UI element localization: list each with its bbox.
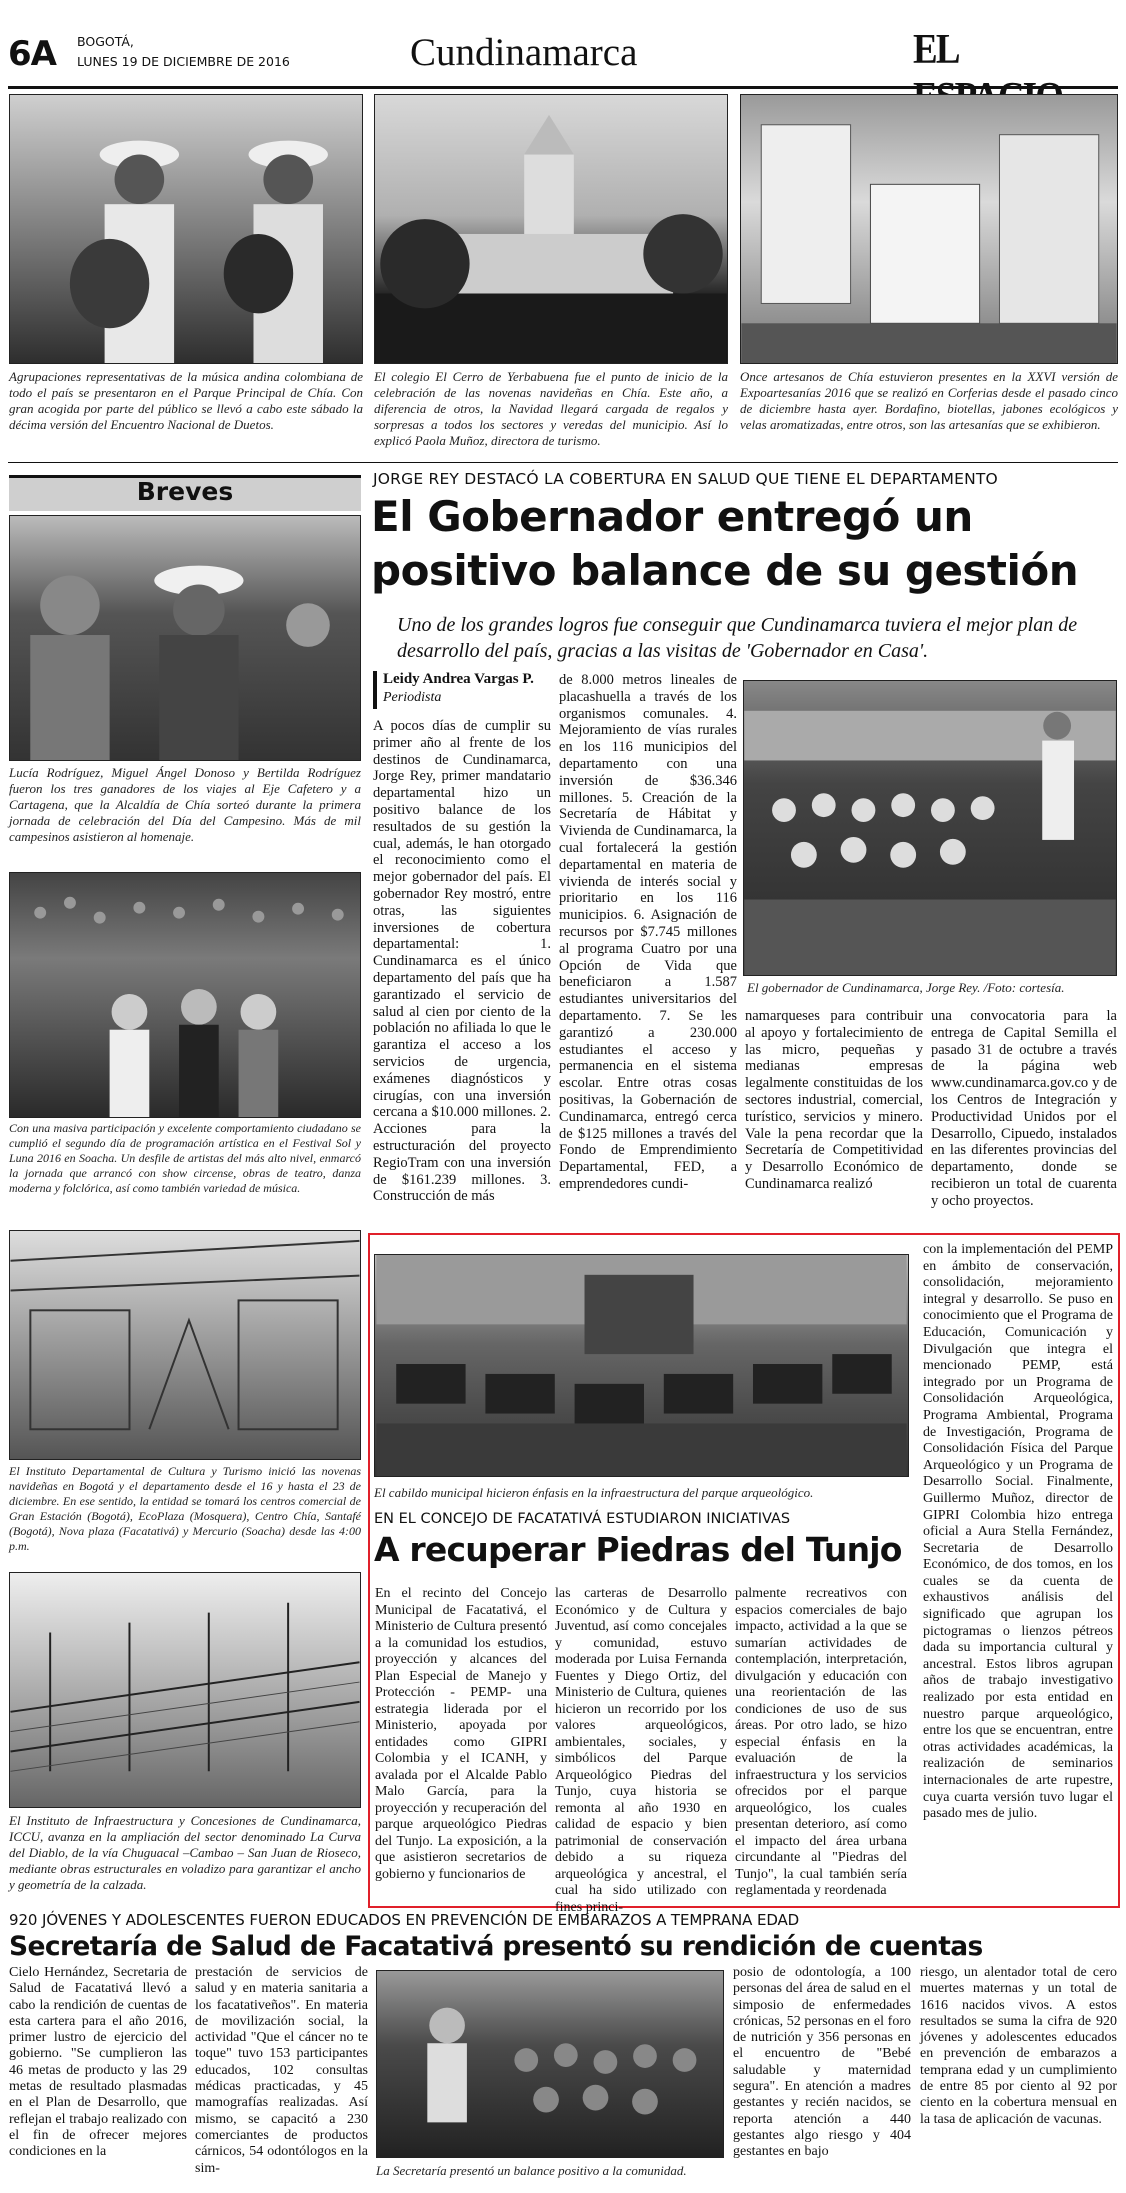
- page-number: 6A: [8, 34, 56, 74]
- byline-role: Periodista: [383, 690, 442, 705]
- breves-title: Breves: [136, 477, 234, 506]
- breves-farmers-photo: [9, 515, 361, 761]
- main-col-3: namarqueses para contribuir al apoyo y fortalecimiento de las micro, pequeñas y medianas empresas legalmente constituidas de los sectores industrial, comercial, turístico, servicios y minero. Vale la pena recordar que la Secretaría de Competitividad y Desarrollo Económico de Cundinamarca realizó: [745, 1008, 923, 1192]
- bottom-col-2: prestación de servicios de salud y en materia sanitaria a los facatativeños". En materia de movilización social, la actividad "Que el cáncer no te toque" tuvo 153 participantes educados, 102 consultas médicas practicadas, y 45 mamografías realizadas. Así mismo, se capacitó a 230 comerciantes de productos cárnicos, 54 odontólogos en la sim-: [195, 1965, 368, 2176]
- main-col-1: A pocos días de cumplir su primer año al frente de los destinos de Cundinamarca, Jorge Rey, primer mandatario departamental hizo un positivo balance de los resultados de su gestión la cual, además, le han otorgado el reconocimiento como el mejor gobernador del país. El gobernador Rey mostró, entre otras, las siguientes inversiones de cobertura departamental: 1. Cundinamarca es el único departamento del país que ha garantizado el servicio de salud al cien por ciento de la población no afiliada lo que le garantiza el acceso a los servicios de urgencia, exámenes diagnósticos y cirugías, con una inversión cercana a $10.000 millones. 2. Acciones para la estructuración del proyecto RegioTram con una inversión de $161.239 millones. 3. Construcción de más: [373, 718, 551, 1205]
- breves-festival-photo: [9, 872, 361, 1118]
- breves-road-photo: [9, 1572, 361, 1808]
- tunjo-kicker: EN EL CONCEJO DE FACATATIVÁ ESTUDIARON INICIATIVAS: [374, 1511, 791, 1527]
- tunjo-col-1: En el recinto del Concejo Municipal de Facatativá, el Ministerio de Cultura presentó a la comunidad los estudios, proyección y alcances del Plan Especial de Manejo y Protección - PEMP- una estrategia liderada por el Ministerio, apoyada por entidades como GIPRI Colombia y el ICANH, y avalada por el Alcalde Pablo Malo García, para la proyección y recuperación del parque arqueológico Piedras del Tunjo. La exposición, a la que asistieron secretarios de gobierno y funcionarios de: [375, 1586, 547, 1882]
- main-headline-line2: positivo balance de su gestión: [371, 546, 1079, 595]
- musicians-caption: Agrupaciones representativas de la música andina colombiana de todo el país se presentaron en el Parque Principal de Chía. Con gran acogida por parte del público se llevó a cabo este sábado la décima versión del Encuentro Nacional de Duetos.: [9, 369, 363, 432]
- byline-bar: [373, 671, 377, 709]
- main-deck: Uno de los grandes logros fue conseguir que Cundinamarca tuviera el mejor plan de desarrollo del país, gracias a las visitas de 'Gobernador en Casa'.: [397, 614, 1078, 662]
- byline-name: Leidy Andrea Vargas P.: [383, 671, 534, 687]
- church-photo: [374, 94, 728, 364]
- section-title: Cundinamarca: [410, 31, 638, 74]
- bottom-col-3: posio de odontología, a 100 personas del área de salud en el simposio de enfermedades crónicas, 52 personas en el foro de nutrición y 356 personas en el encuentro de "Bebé saludable y maternidad segura". En atención a madres gestantes y recién nacidos, se reporta atención a 440 gestantes algo riesgo y 404 gestantes en bajo: [733, 1965, 911, 2160]
- paper-logo: EL: [913, 27, 957, 73]
- breves-mall-photo: [9, 1230, 361, 1460]
- council-photo-caption: El cabildo municipal hicieron énfasis en la infraestructura del parque arqueológico.: [374, 1485, 814, 1500]
- main-col-2: de 8.000 metros lineales de placashuella a través de los organismos comunales. 4. Mejoramiento de vías rurales en los 116 municipios del departamento con una inversión de $36.346 millones. 5. Creación de la Secretaría de Hábitat y Vivienda de Cundinamarca, la cual fortalecerá la gestión departamental en materia de vivienda de interés social y prioritario en los 116 municipios. 6. Asignación de recursos por $7.745 millones al programa Cuatro por una Opción de Vida que beneficiaron a 1.587 estudiantes universitarios del departamento. 7. Se les garantizó a 230.000 estudiantes el acceso y permanencia en el sistema escolar. Entre otras cosas positivas, la Gobernación de Cundinamarca, entregó cerca de $125 millones a través del Fondo de Emprendimiento Departamental, FED, a emprendedores cundi-: [559, 672, 737, 1192]
- musicians-photo: [9, 94, 363, 364]
- health-photo: [376, 1970, 724, 2158]
- main-kicker: JORGE REY DESTACÓ LA COBERTURA EN SALUD QUE TIENE EL DEPARTAMENTO: [373, 470, 998, 488]
- tunjo-col-3: palmente recreativos con espacios comerciales de bajo impacto, actividad a la que se sumarían actividades de contemplación, interpretación, divulgación y educación con una reorientación de las condiciones de uso de sus áreas. Por otro lado, se hizo especial énfasis en la evaluación de la infraestructura y los servicios ofrecidos por el parque arqueológico, los cuales presentan deterioro, así como el impacto del área urbana circundante al "Piedras del Tunjo", la cual también sería reglamentada y reordenada: [735, 1586, 907, 1898]
- breves-mall-caption: El Instituto Departamental de Cultura y Turismo inició las novenas navideñas en Bogotá y el departamento desde el 16 y hasta el 23 de diciembre. En ese sentido, la entidad se tomará los centros comercial de Gran Estación (Bogotá), EcoPlaza (Mosquera), Centro Chía, Santafé (Bogotá), Nova plaza (Facatativá) y Mercurio (Soacha) desde las 4:00 p.m.: [9, 1464, 361, 1553]
- tunjo-col-2: las carteras de Desarrollo Económico y de Cultura y Juventud, así como concejales y comunidad, estuvo moderada por Luisa Fernanda Fuentes y Diego Ortiz, del Ministerio de Cultura, quienes hicieron un recorrido por los valores arqueológicos, ambientales, sociales, y simbólicos del Parque Arqueológico Piedras del Tunjo, cuya historia se remonta al año 1930 en calidad de espacio y bien patrimonial de conservación debido a su riqueza arqueológica y ancestral, el cual ha sido utilizado con fines princi-: [555, 1586, 727, 1915]
- governor-photo-caption: El gobernador de Cundinamarca, Jorge Rey. /Foto: cortesía.: [747, 980, 1065, 995]
- breves-farmers-caption: Lucía Rodríguez, Miguel Ángel Donoso y Bertilda Rodríguez fueron los tres ganadores de los viajes al Eje Cafetero y a Cartagena, que la Alcaldía de Chía sorteó durante la primera jornada de celebración del Día del Campesino. Más de mil campesinos asistieron al homenaje.: [9, 765, 361, 844]
- artisans-photo: [740, 94, 1118, 364]
- dateline-date: LUNES 19 DE DICIEMBRE DE 2016: [77, 54, 290, 69]
- dateline-city: BOGOTÁ,: [77, 34, 134, 49]
- church-caption: El colegio El Cerro de Yerbabuena fue el punto de inicio de la celebración de las novenas navideñas en Chía. Este año, a diferencia de otros, la Navidad llegará cargada de regalos y sorpresas a todos los sectores y veredas del municipio. Así lo explicó Paola Muñoz, directora de turismo.: [374, 369, 728, 448]
- bottom-col-4: riesgo, un alentador total de cero muertes maternas y un total de 1616 nacidos vivos. A estos resultados se suma la cifra de 920 jóvenes y adolescentes educados en prevención de embarazos a temprana edad y un cumplimiento de entre 85 por ciento al 92 por ciento en la cobertura mensual en la tasa de aplicación de vacunas.: [920, 1965, 1117, 2127]
- bottom-kicker: 920 JÓVENES Y ADOLESCENTES FUERON EDUCADOS EN PREVENCIÓN DE EMBARAZOS A TEMPRANA EDAD: [9, 1911, 800, 1929]
- health-photo-caption: La Secretaría presentó un balance positivo a la comunidad.: [376, 2163, 687, 2178]
- breves-festival-caption: Con una masiva participación y excelente comportamiento ciudadano se cumplió el segundo día de programación artística en el Festival Sol y Luna 2016 en Soacha. Un desfile de artistas del más alto nivel, enmarcó la jornada que arrancó con show circense, obras de teatro, danza moderna y folclórica, así como también variedad de música.: [9, 1121, 361, 1195]
- bottom-headline: Secretaría de Salud de Facatativá presentó su rendición de cuentas: [9, 1931, 983, 1962]
- tunjo-headline: A recuperar Piedras del Tunjo: [374, 1530, 902, 1569]
- bottom-col-1: Cielo Hernández, Secretaria de Salud de Facatativá llevó a cabo la rendición de cuentas de esta cartera para el año 2016, primer lustro de ejercicio del gobierno. "Se cumplieron las 46 metas de producto y las 29 metas de resultado plasmadas en el Plan de Desarrollo, que reflejan el trabajo realizado con el fin de ofrecer mejores condiciones en la: [9, 1965, 187, 2160]
- masthead-rule: [8, 86, 1118, 89]
- governor-photo: [743, 680, 1117, 976]
- artisans-caption: Once artesanos de Chía estuvieron presentes en la XXVI versión de Expoartesanías 2016 que se realizó en Corferias desde el pasado cinco de diciembre hasta ayer. Bordafino, biotellas, jabones ecológicos y velas aromatizadas, entre otros, son las artesanías que se exhibieron.: [740, 369, 1118, 432]
- main-headline-line1: El Gobernador entregó un: [371, 492, 973, 541]
- main-col-4: una convocatoria para la entrega de Capital Semilla el pasado 31 de octubre a través de la página web www.cundinamarca.gov.co y de los Centros de Integración y Productividad Unidos por el Desarrollo, Cipuedo, instalados en las diferentes provincias del departamento, donde se recibieron un total de cuarenta y ocho proyectos.: [931, 1008, 1117, 1209]
- top-row-rule: [8, 462, 1118, 463]
- breves-road-caption: El Instituto de Infraestructura y Concesiones de Cundinamarca, ICCU, avanza en la ampliación del sector denominado La Curva del Diablo, de la vía Chuguacal –Cambao – San Juan de Rioseco, mediante obras estructurales en voladizo para garantizar el ancho y geometría de la calzada.: [9, 1813, 361, 1892]
- tunjo-col-4: con la implementación del PEMP en ámbito de conservación, consolidación, mejoramiento integral y desarrollo. Se puso en conocimiento que el Programa de Educación, Comunicación y Divulgación que integra el mencionado PEMP, está integrado por un Programa de Consolidación Arqueológica, Programa Ambiental, Programa de Investigación, Programa de Consolidación Física del Parque Arqueológico y un Programa de Desarrollo Social. Finalmente, Guillermo Muñoz, director de GIPRI Colombia hizo entrega oficial a Aura Stella Fernández, Secretaria de Desarrollo Económico, de dos tomos, en los cuales se da cuenta de exhaustivos análisis del significado que agrupan los pictogramas o lienzos pétreos dada su importancia cultural y ancestral. Estos libros agrupan años de trabajo investigativo realizado por esta entidad en nuestro parque arqueológico, entre los que se encuentran, entre otras actividades académicas, la realización de seminarios internacionales de arte rupestre, cuya cuarta versión tuvo lugar el pasado mes de julio.: [923, 1242, 1113, 1822]
- council-photo: [374, 1254, 909, 1477]
